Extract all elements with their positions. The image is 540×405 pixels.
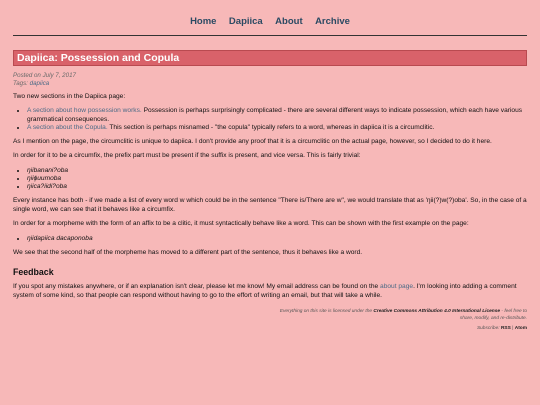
license-line-2: share, modify, and re-distribute.	[459, 316, 527, 322]
examples-list	[13, 167, 527, 192]
example-item: • ŋiibanani?oba	[27, 167, 527, 175]
example-item: • ŋiiɸuumoba	[27, 175, 527, 183]
about-page-link[interactable]: about page	[380, 283, 414, 291]
post-meta	[13, 72, 527, 87]
post-tags	[13, 80, 527, 88]
list-item	[27, 107, 527, 123]
subscribe-line	[13, 325, 527, 332]
paragraph: In order for a morpheme with the form of an affix to be a clitic, it must syntactically behave like a word. This can be shown with the first example on the page:	[13, 220, 469, 228]
license-name: Creative Commons Attribution 4.0 International License	[373, 309, 501, 315]
nav-dapiica-link[interactable]: Dapiica	[228, 16, 263, 27]
example2-list	[13, 235, 527, 243]
nav-archive-link[interactable]: Archive	[315, 16, 350, 27]
tag-link[interactable]: dapiica	[29, 79, 50, 87]
sections-list	[13, 107, 527, 132]
post-date: Posted on July 7, 2017	[13, 72, 76, 79]
separator: |	[510, 326, 515, 332]
post-title-bar	[13, 50, 527, 66]
paragraph: As I mention on the page, the circumclitic is unique to dapiica. I don't provide any proof that it is a circumclitic on the actual page, however, so I decided to do it here.	[13, 138, 492, 146]
top-nav	[13, 0, 527, 36]
section-description: Possession is perhaps surprisingly complicated - there are several different ways to indicate possession, which each have various grammatical consequences.	[27, 107, 523, 123]
paragraph: We see that the second half of the morpheme has moved to a different part of the sentence, thus it behaves like a word.	[13, 248, 363, 256]
subscribe-label: Subscribe:	[476, 326, 501, 332]
tags-label: Tags:	[13, 79, 28, 87]
post-title: Dapiica: Possession and Copula	[17, 52, 180, 64]
license-text: - feel free to	[500, 309, 527, 315]
atom-link[interactable]: Atom	[514, 326, 527, 332]
copula-section-link[interactable]: A section about the Copula.	[27, 123, 108, 131]
feedback-text-part: If you spot any mistakes anywhere, or if an explanation isn't clear, please let me know! My email address can be found on the	[13, 283, 381, 291]
site-footer	[13, 308, 527, 332]
paragraph: In order for it to be a circumfix, the prefix part must be present if the suffix is present, and vice versa. This is fairly trivial:	[13, 152, 361, 160]
nav-about-link[interactable]: About	[275, 16, 303, 27]
feedback-heading: Feedback	[13, 267, 54, 278]
nav-home-link[interactable]: Home	[190, 16, 217, 27]
example-item: • ŋiidapiica dacaponoba	[27, 235, 527, 243]
list-item	[27, 124, 527, 132]
feedback-text-part: . I'm looking into adding a comment system of some kind, so that people can respond without having to go to the effort of writing an email, but that will take a while.	[13, 283, 517, 299]
intro-text: Two new sections in the Dapiica page:	[13, 93, 126, 100]
license-line	[13, 308, 527, 315]
possession-section-link[interactable]: A section about how possession works.	[27, 107, 142, 115]
section-description: This section is perhaps misnamed - "the copula" typically refers to a word, whereas in dapiica it is a circumclitic.	[107, 123, 435, 131]
feedback-text	[13, 283, 527, 300]
license-text: Everything on this site is licensed under the	[279, 309, 374, 315]
rss-link[interactable]: RSS	[500, 326, 511, 332]
example-item: • ŋiica?iidi?oba	[27, 183, 527, 191]
paragraph: Every instance has both - if we made a list of every word w which could be in the sentence "There is/There are w", we would translate that as 'ŋii(?)w(?)oba'. So, in the case of a single word, we can see that it behaves like a circumfix.	[13, 197, 527, 213]
